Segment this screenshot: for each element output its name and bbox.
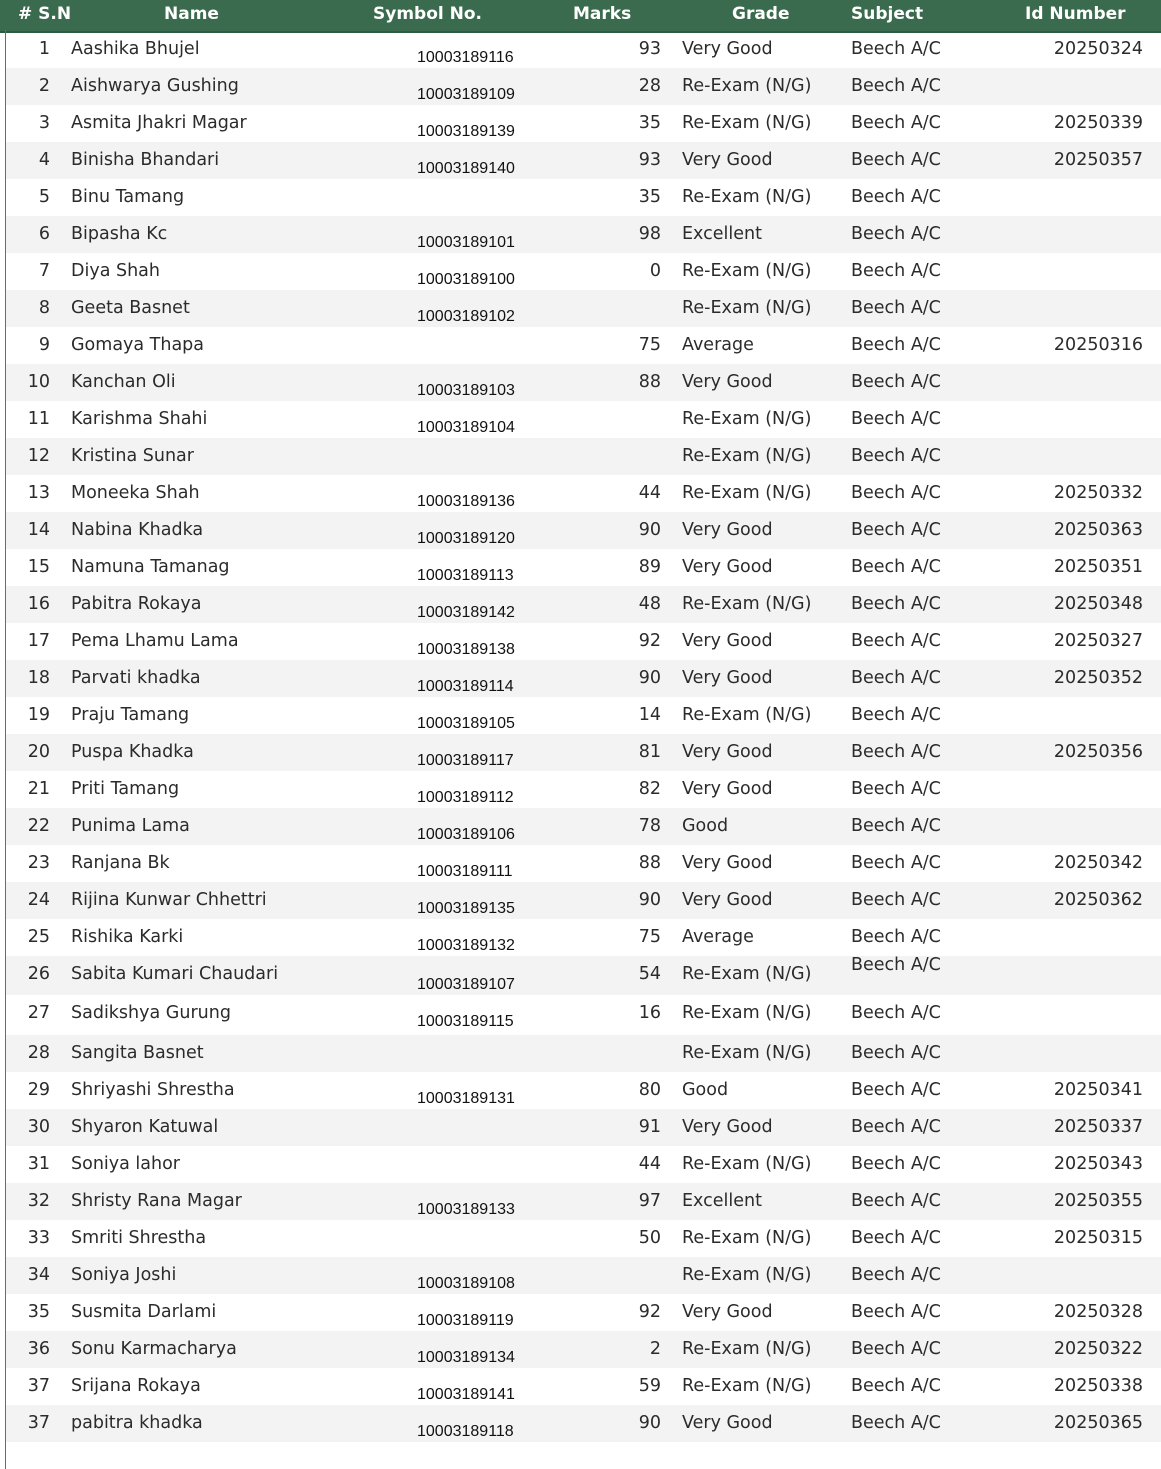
table-cell-name: Namuna Tamanag xyxy=(71,557,230,577)
table-cell-sn: 13 xyxy=(27,483,50,503)
table-cell-sn: 30 xyxy=(27,1117,50,1137)
table-row[interactable] xyxy=(6,290,1161,327)
table-row[interactable] xyxy=(6,808,1161,845)
table-cell-name: Diya Shah xyxy=(71,261,160,281)
table-cell-name: Sadikshya Gurung xyxy=(71,1003,231,1023)
table-cell-sn: 35 xyxy=(27,1302,50,1322)
table-row[interactable] xyxy=(6,1183,1161,1220)
table-row[interactable] xyxy=(6,919,1161,956)
table-cell-sn: 5 xyxy=(38,187,50,207)
table-cell-grade: Good xyxy=(682,1080,729,1100)
table-cell-marks: 90 xyxy=(638,520,661,540)
table-cell-id: 20250343 xyxy=(1053,1154,1143,1174)
table-cell-name: Praju Tamang xyxy=(71,705,190,725)
table-row[interactable] xyxy=(6,179,1161,216)
table-cell-grade: Very Good xyxy=(682,520,773,540)
table-row[interactable] xyxy=(6,549,1161,586)
table-row[interactable] xyxy=(6,1294,1161,1331)
table-cell-subject: Beech A/C xyxy=(851,853,941,873)
table-cell-name: Smriti Shrestha xyxy=(71,1228,207,1248)
table-cell-grade: Re-Exam (N/G) xyxy=(682,1154,812,1174)
table-cell-id: 20250327 xyxy=(1053,631,1143,651)
table-cell-sn: 34 xyxy=(27,1265,50,1285)
table-cell-grade: Re-Exam (N/G) xyxy=(682,113,812,133)
table-cell-sn: 3 xyxy=(38,113,50,133)
table-row[interactable] xyxy=(6,956,1161,995)
table-cell-symbol: 10003189106 xyxy=(417,826,515,843)
table-cell-symbol: 10003189140 xyxy=(417,160,515,177)
table-cell-subject: Beech A/C xyxy=(851,150,941,170)
table-cell-name: Karishma Shahi xyxy=(71,409,208,429)
table-cell-marks: 75 xyxy=(638,335,661,355)
table-cell-symbol: 10003189135 xyxy=(417,900,515,917)
table-cell-grade: Very Good xyxy=(682,39,773,59)
table-cell-id: 20250322 xyxy=(1053,1339,1143,1359)
table-row[interactable] xyxy=(6,660,1161,697)
table-cell-subject: Beech A/C xyxy=(851,927,941,947)
table-cell-subject: Beech A/C xyxy=(851,668,941,688)
table-cell-name: Pabitra Rokaya xyxy=(71,594,202,614)
table-cell-subject: Beech A/C xyxy=(851,631,941,651)
table-cell-subject: Beech A/C xyxy=(851,1376,941,1396)
table-cell-subject: Beech A/C xyxy=(851,335,941,355)
table-cell-symbol: 10003189117 xyxy=(417,752,514,769)
table-cell-marks: 89 xyxy=(638,557,661,577)
table-cell-subject: Beech A/C xyxy=(851,705,941,725)
table-cell-marks: 14 xyxy=(638,705,661,725)
table-cell-marks: 97 xyxy=(638,1191,661,1211)
table-cell-grade: Excellent xyxy=(682,224,762,244)
table-cell-sn: 18 xyxy=(27,668,50,688)
table-row[interactable] xyxy=(6,142,1161,179)
table-cell-subject: Beech A/C xyxy=(851,816,941,836)
table-row[interactable] xyxy=(6,882,1161,919)
table-cell-symbol: 10003189136 xyxy=(417,493,515,510)
table-cell-sn: 27 xyxy=(27,1003,50,1023)
table-cell-name: Parvati khadka xyxy=(71,668,201,688)
table-cell-marks: 80 xyxy=(638,1080,661,1100)
table-cell-sn: 24 xyxy=(27,890,50,910)
table-cell-grade: Re-Exam (N/G) xyxy=(682,705,812,725)
header-id-number[interactable]: Id Number xyxy=(1025,4,1126,24)
table-cell-symbol: 10003189133 xyxy=(417,1201,515,1218)
table-row[interactable] xyxy=(6,1405,1161,1442)
table-cell-id: 20250351 xyxy=(1053,557,1143,577)
table-row[interactable] xyxy=(6,995,1161,1035)
table-cell-name: Moneeka Shah xyxy=(71,483,200,503)
header-marks[interactable]: Marks xyxy=(573,4,632,24)
table-cell-sn: 37 xyxy=(27,1376,50,1396)
table-cell-symbol: 10003189103 xyxy=(417,382,515,399)
table-cell-symbol: 10003189119 xyxy=(417,1312,514,1329)
table-cell-name: Kristina Sunar xyxy=(71,446,194,466)
table-cell-grade: Very Good xyxy=(682,890,773,910)
table-cell-id: 20250355 xyxy=(1053,1191,1143,1211)
table-cell-sn: 10 xyxy=(27,372,50,392)
table-cell-symbol: 10003189116 xyxy=(417,49,514,66)
table-row[interactable] xyxy=(6,1368,1161,1405)
table-cell-name: Aashika Bhujel xyxy=(71,39,200,59)
table-row[interactable] xyxy=(6,1146,1161,1183)
table-cell-subject: Beech A/C xyxy=(851,372,941,392)
table-cell-name: Shriyashi Shrestha xyxy=(71,1080,235,1100)
table-cell-marks: 90 xyxy=(638,890,661,910)
table-cell-symbol: 10003189141 xyxy=(417,1386,515,1403)
table-cell-id: 20250338 xyxy=(1053,1376,1143,1396)
table-cell-marks: 44 xyxy=(638,483,661,503)
table-cell-name: Binu Tamang xyxy=(71,187,185,207)
table-cell-name: Pema Lhamu Lama xyxy=(71,631,239,651)
table-cell-subject: Beech A/C xyxy=(851,298,941,318)
table-cell-id: 20250352 xyxy=(1053,668,1143,688)
table-cell-grade: Re-Exam (N/G) xyxy=(682,483,812,503)
table-cell-sn: 20 xyxy=(27,742,50,762)
table-cell-name: Geeta Basnet xyxy=(71,298,190,318)
table-row[interactable] xyxy=(6,68,1161,105)
table-cell-marks: 59 xyxy=(638,1376,661,1396)
table-cell-symbol: 10003189113 xyxy=(417,567,514,584)
table-cell-name: Rijina Kunwar Chhettri xyxy=(71,890,267,910)
table-cell-grade: Re-Exam (N/G) xyxy=(682,594,812,614)
table-row[interactable] xyxy=(6,216,1161,253)
table-cell-marks: 35 xyxy=(638,187,661,207)
table-cell-name: Shyaron Katuwal xyxy=(71,1117,219,1137)
table-cell-sn: 8 xyxy=(38,298,50,318)
table-cell-marks: 0 xyxy=(649,261,661,281)
table-cell-sn: 9 xyxy=(38,335,50,355)
header-subject[interactable]: Subject xyxy=(851,4,924,24)
table-cell-subject: Beech A/C xyxy=(851,520,941,540)
table-cell-subject: Beech A/C xyxy=(851,594,941,614)
table-cell-name: Sabita Kumari Chaudari xyxy=(71,964,279,984)
table-row[interactable] xyxy=(6,845,1161,882)
table-cell-sn: 21 xyxy=(27,779,50,799)
table-cell-symbol: 10003189107 xyxy=(417,976,515,993)
table-cell-marks: 92 xyxy=(638,1302,661,1322)
table-cell-grade: Excellent xyxy=(682,1191,762,1211)
table-cell-sn: 29 xyxy=(27,1080,50,1100)
table-cell-marks: 90 xyxy=(638,1413,661,1433)
table-row[interactable] xyxy=(6,438,1161,475)
table-cell-subject: Beech A/C xyxy=(851,557,941,577)
table-cell-sn: 28 xyxy=(27,1043,50,1063)
table-cell-sn: 32 xyxy=(27,1191,50,1211)
table-cell-sn: 37 xyxy=(27,1413,50,1433)
table-cell-sn: 15 xyxy=(27,557,50,577)
table-cell-marks: 16 xyxy=(638,1003,661,1023)
table-cell-sn: 14 xyxy=(27,520,50,540)
table-cell-symbol: 10003189112 xyxy=(417,789,514,806)
table-cell-id: 20250365 xyxy=(1053,1413,1143,1433)
table-cell-subject: Beech A/C xyxy=(851,76,941,96)
table-cell-marks: 2 xyxy=(649,1339,661,1359)
table-cell-id: 20250315 xyxy=(1053,1228,1143,1248)
table-cell-id: 20250342 xyxy=(1053,853,1143,873)
table-cell-subject: Beech A/C xyxy=(851,1154,941,1174)
table-cell-marks: 81 xyxy=(638,742,661,762)
table-row[interactable] xyxy=(6,623,1161,660)
table-cell-sn: 23 xyxy=(27,853,50,873)
table-row[interactable] xyxy=(6,253,1161,290)
table-cell-name: Sangita Basnet xyxy=(71,1043,204,1063)
header-grade[interactable]: Grade xyxy=(732,4,790,24)
table-cell-subject: Beech A/C xyxy=(851,1265,941,1285)
table-cell-name: Punima Lama xyxy=(71,816,190,836)
table-row[interactable] xyxy=(6,1331,1161,1368)
table-row[interactable] xyxy=(6,1072,1161,1109)
table-cell-id: 20250328 xyxy=(1053,1302,1143,1322)
table-cell-grade: Very Good xyxy=(682,853,773,873)
table-cell-sn: 4 xyxy=(38,150,50,170)
table-cell-sn: 16 xyxy=(27,594,50,614)
table-cell-marks: 35 xyxy=(638,113,661,133)
table-cell-grade: Very Good xyxy=(682,668,773,688)
table-cell-name: Aishwarya Gushing xyxy=(71,76,239,96)
table-cell-grade: Re-Exam (N/G) xyxy=(682,298,812,318)
table-cell-subject: Beech A/C xyxy=(851,1339,941,1359)
table-cell-marks: 78 xyxy=(638,816,661,836)
table-row[interactable] xyxy=(6,1035,1161,1072)
table-cell-sn: 17 xyxy=(27,631,50,651)
table-cell-subject: Beech A/C xyxy=(851,890,941,910)
table-cell-symbol: 10003189100 xyxy=(417,271,515,288)
table-cell-grade: Re-Exam (N/G) xyxy=(682,446,812,466)
table-row[interactable] xyxy=(6,31,1161,68)
header-symbol[interactable]: Symbol No. xyxy=(373,4,482,24)
table-cell-name: Soniya lahor xyxy=(71,1154,180,1174)
table-cell-subject: Beech A/C xyxy=(851,113,941,133)
table-cell-grade: Re-Exam (N/G) xyxy=(682,1376,812,1396)
table-cell-name: Soniya Joshi xyxy=(71,1265,177,1285)
table-cell-sn: 26 xyxy=(27,964,50,984)
table-cell-name: Gomaya Thapa xyxy=(71,335,205,355)
table-cell-symbol: 10003189131 xyxy=(417,1090,515,1107)
table-cell-grade: Very Good xyxy=(682,150,773,170)
table-cell-name: Puspa Khadka xyxy=(71,742,194,762)
table-cell-id: 20250316 xyxy=(1053,335,1143,355)
table-cell-id: 20250357 xyxy=(1053,150,1143,170)
table-cell-subject: Beech A/C xyxy=(851,1413,941,1433)
table-cell-grade: Re-Exam (N/G) xyxy=(682,1003,812,1023)
table-cell-grade: Average xyxy=(682,335,754,355)
table-row[interactable] xyxy=(6,1220,1161,1257)
table-cell-subject: Beech A/C xyxy=(851,1080,941,1100)
table-cell-id: 20250356 xyxy=(1053,742,1143,762)
table-cell-grade: Very Good xyxy=(682,631,773,651)
table-cell-marks: 88 xyxy=(638,372,661,392)
table-cell-symbol: 10003189139 xyxy=(417,123,515,140)
table-cell-grade: Very Good xyxy=(682,779,773,799)
header-name[interactable]: Name xyxy=(164,4,219,24)
table-cell-grade: Re-Exam (N/G) xyxy=(682,1339,812,1359)
table-cell-grade: Re-Exam (N/G) xyxy=(682,1043,812,1063)
table-cell-id: 20250324 xyxy=(1053,39,1143,59)
table-cell-marks: 48 xyxy=(638,594,661,614)
table-cell-marks: 88 xyxy=(638,853,661,873)
table-cell-name: Priti Tamang xyxy=(71,779,180,799)
table-cell-subject: Beech A/C xyxy=(851,261,941,281)
table-cell-symbol: 10003189111 xyxy=(417,863,513,880)
table-cell-name: pabitra khadka xyxy=(71,1413,203,1433)
table-cell-subject: Beech A/C xyxy=(851,779,941,799)
table-cell-symbol: 10003189138 xyxy=(417,641,515,658)
table-cell-sn: 36 xyxy=(27,1339,50,1359)
table-cell-grade: Re-Exam (N/G) xyxy=(682,1228,812,1248)
table-cell-symbol: 10003189132 xyxy=(417,937,515,954)
table-cell-subject: Beech A/C xyxy=(851,483,941,503)
table-cell-grade: Re-Exam (N/G) xyxy=(682,964,812,984)
table-cell-marks: 82 xyxy=(638,779,661,799)
table-cell-marks: 93 xyxy=(638,150,661,170)
table-cell-grade: Re-Exam (N/G) xyxy=(682,409,812,429)
table-cell-subject: Beech A/C xyxy=(851,187,941,207)
table-cell-symbol: 10003189118 xyxy=(417,1423,514,1440)
table-cell-symbol: 10003189101 xyxy=(417,234,515,251)
table-cell-symbol: 10003189115 xyxy=(417,1013,514,1030)
table-cell-id: 20250337 xyxy=(1053,1117,1143,1137)
table-cell-subject: Beech A/C xyxy=(851,955,941,975)
header-sn[interactable]: # S.N xyxy=(18,4,72,24)
table-cell-symbol: 10003189105 xyxy=(417,715,515,732)
table-cell-name: Srijana Rokaya xyxy=(71,1376,201,1396)
table-cell-id: 20250363 xyxy=(1053,520,1143,540)
table-row[interactable] xyxy=(6,364,1161,401)
table-cell-sn: 2 xyxy=(38,76,50,96)
table-cell-sn: 33 xyxy=(27,1228,50,1248)
table-cell-name: Bipasha Kc xyxy=(71,224,168,244)
table-row[interactable] xyxy=(6,771,1161,808)
table-cell-grade: Very Good xyxy=(682,1413,773,1433)
table-cell-symbol: 10003189104 xyxy=(417,419,515,436)
table-cell-id: 20250362 xyxy=(1053,890,1143,910)
table-cell-name: Susmita Darlami xyxy=(71,1302,217,1322)
table-cell-marks: 75 xyxy=(638,927,661,947)
table-cell-symbol: 10003189109 xyxy=(417,86,515,103)
table-cell-sn: 11 xyxy=(27,409,50,429)
table-cell-symbol: 10003189108 xyxy=(417,1275,515,1292)
table-cell-sn: 6 xyxy=(38,224,50,244)
table-header xyxy=(0,0,1161,33)
table-cell-marks: 93 xyxy=(638,39,661,59)
table-cell-symbol: 10003189114 xyxy=(417,678,514,695)
table-cell-grade: Very Good xyxy=(682,1302,773,1322)
table-row[interactable] xyxy=(6,105,1161,142)
table-cell-grade: Re-Exam (N/G) xyxy=(682,187,812,207)
table-cell-name: Binisha Bhandari xyxy=(71,150,220,170)
table-cell-marks: 90 xyxy=(638,668,661,688)
table-cell-name: Kanchan Oli xyxy=(71,372,176,392)
table-cell-grade: Average xyxy=(682,927,754,947)
table-cell-sn: 25 xyxy=(27,927,50,947)
table-cell-id: 20250332 xyxy=(1053,483,1143,503)
table-row[interactable] xyxy=(6,327,1161,364)
table-cell-subject: Beech A/C xyxy=(851,39,941,59)
table-cell-name: Asmita Jhakri Magar xyxy=(71,113,247,133)
table-cell-grade: Re-Exam (N/G) xyxy=(682,1265,812,1285)
table-cell-id: 20250339 xyxy=(1053,113,1143,133)
table-cell-sn: 31 xyxy=(27,1154,50,1174)
table-cell-name: Sonu Karmacharya xyxy=(71,1339,237,1359)
table-cell-marks: 92 xyxy=(638,631,661,651)
table-cell-name: Nabina Khadka xyxy=(71,520,204,540)
table-cell-sn: 19 xyxy=(27,705,50,725)
table-cell-subject: Beech A/C xyxy=(851,409,941,429)
table-row[interactable] xyxy=(6,401,1161,438)
table-cell-symbol: 10003189142 xyxy=(417,604,515,621)
table-row[interactable] xyxy=(6,1257,1161,1294)
table-cell-sn: 7 xyxy=(38,261,50,281)
table-cell-subject: Beech A/C xyxy=(851,1228,941,1248)
table-cell-subject: Beech A/C xyxy=(851,742,941,762)
table-row[interactable] xyxy=(6,697,1161,734)
table-cell-marks: 28 xyxy=(638,76,661,96)
table-cell-id: 20250341 xyxy=(1053,1080,1143,1100)
table-cell-name: Shristy Rana Magar xyxy=(71,1191,242,1211)
table-cell-subject: Beech A/C xyxy=(851,1117,941,1137)
table-cell-subject: Beech A/C xyxy=(851,1043,941,1063)
table-row[interactable] xyxy=(6,512,1161,549)
table-cell-grade: Very Good xyxy=(682,1117,773,1137)
table-cell-subject: Beech A/C xyxy=(851,446,941,466)
table-cell-symbol: 10003189120 xyxy=(417,530,515,547)
table-cell-subject: Beech A/C xyxy=(851,1003,941,1023)
table-cell-grade: Good xyxy=(682,816,729,836)
table-cell-sn: 12 xyxy=(27,446,50,466)
table-cell-grade: Re-Exam (N/G) xyxy=(682,261,812,281)
table-cell-name: Rishika Karki xyxy=(71,927,184,947)
table-cell-symbol: 10003189102 xyxy=(417,308,515,325)
table-cell-grade: Very Good xyxy=(682,372,773,392)
table-cell-marks: 44 xyxy=(638,1154,661,1174)
table-cell-sn: 1 xyxy=(38,39,50,59)
table-cell-name: Ranjana Bk xyxy=(71,853,170,873)
table-cell-marks: 54 xyxy=(638,964,661,984)
table-cell-id: 20250348 xyxy=(1053,594,1143,614)
table-row[interactable] xyxy=(6,1109,1161,1146)
table-cell-subject: Beech A/C xyxy=(851,224,941,244)
table-cell-sn: 22 xyxy=(27,816,50,836)
table-cell-marks: 98 xyxy=(638,224,661,244)
table-cell-subject: Beech A/C xyxy=(851,1191,941,1211)
table-row[interactable] xyxy=(6,586,1161,623)
table-cell-grade: Very Good xyxy=(682,557,773,577)
table-row[interactable] xyxy=(6,475,1161,512)
table-row[interactable] xyxy=(6,734,1161,771)
table-cell-subject: Beech A/C xyxy=(851,1302,941,1322)
table-cell-grade: Re-Exam (N/G) xyxy=(682,76,812,96)
table-cell-marks: 50 xyxy=(638,1228,661,1248)
table-cell-marks: 91 xyxy=(638,1117,661,1137)
table-cell-grade: Very Good xyxy=(682,742,773,762)
table-cell-symbol: 10003189134 xyxy=(417,1349,515,1366)
